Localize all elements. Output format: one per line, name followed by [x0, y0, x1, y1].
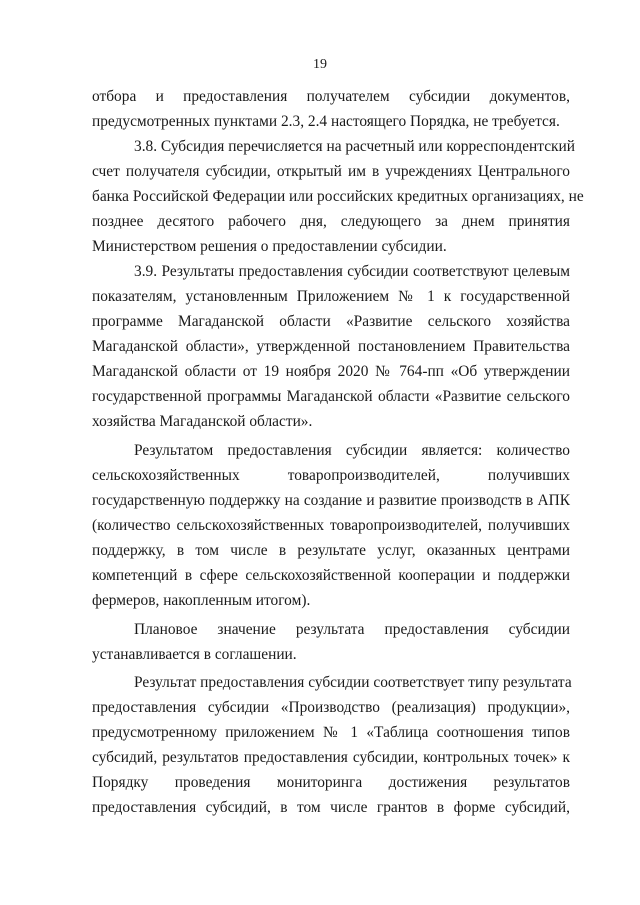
text-line: хозяйства Магаданской области».: [92, 413, 313, 430]
text-line: Плановое значение результата предоставления субсидии: [134, 621, 570, 638]
text-line: программе Магаданской области «Развитие сельского хозяйства: [92, 313, 570, 330]
text-line: сельскохозяйственных товаропроизводителей, получивших: [92, 467, 570, 484]
text-line: Магаданской области», утвержденной постановлением Правительства: [92, 338, 570, 355]
text-line: устанавливается в соглашении.: [92, 646, 297, 663]
text-line: банка Российской Федерации или российских кредитных организациях, не: [92, 188, 584, 205]
text-line: предоставления субсидии «Производство (реализация) продукции»,: [92, 699, 570, 716]
text-line: 3.8. Субсидия перечисляется на расчетный или корреспондентский: [134, 138, 575, 155]
text-line: поддержку, в том числе в результате услуг, оказанных центрами: [92, 542, 570, 559]
text-line: Министерством решения о предоставлении субсидии.: [92, 238, 447, 255]
text-line: компетенций в сфере сельскохозяйственной кооперации и поддержки: [92, 567, 570, 584]
text-line: Результат предоставления субсидии соответствует типу результата: [134, 674, 572, 691]
text-line: Порядку проведения мониторинга достижения результатов: [92, 774, 570, 791]
text-line: предусмотренных пунктами 2.3, 2.4 настоящего Порядка, не требуется.: [92, 113, 560, 130]
text-line: позднее десятого рабочего дня, следующего за днем принятия: [92, 213, 570, 230]
page-number: 19: [313, 57, 327, 72]
text-line: Результатом предоставления субсидии является: количество: [134, 442, 570, 459]
text-line: государственную поддержку на создание и развитие производств в АПК: [92, 492, 570, 509]
text-line: предоставления субсидий, в том числе грантов в форме субсидий,: [92, 799, 570, 816]
text-line: (количество сельскохозяйственных товаропроизводителей, получивших: [92, 517, 570, 534]
text-line: государственной программы Магаданской области «Развитие сельского: [92, 388, 570, 405]
text-line: Магаданской области от 19 ноября 2020 № 764-пп «Об утверждении: [92, 363, 570, 380]
text-line: предусмотренному приложением № 1 «Таблица соотношения типов: [92, 724, 570, 741]
text-line: отбора и предоставления получателем субсидии документов,: [92, 88, 570, 105]
text-line: фермеров, накопленным итогом).: [92, 592, 311, 609]
text-line: показателям, установленным Приложением № 1 к государственной: [92, 288, 570, 305]
text-line: 3.9. Результаты предоставления субсидии соответствуют целевым: [134, 263, 570, 280]
text-line: счет получателя субсидии, открытый им в учреждениях Центрального: [92, 163, 570, 180]
text-line: субсидий, результатов предоставления субсидии, контрольных точек» к: [92, 749, 570, 766]
